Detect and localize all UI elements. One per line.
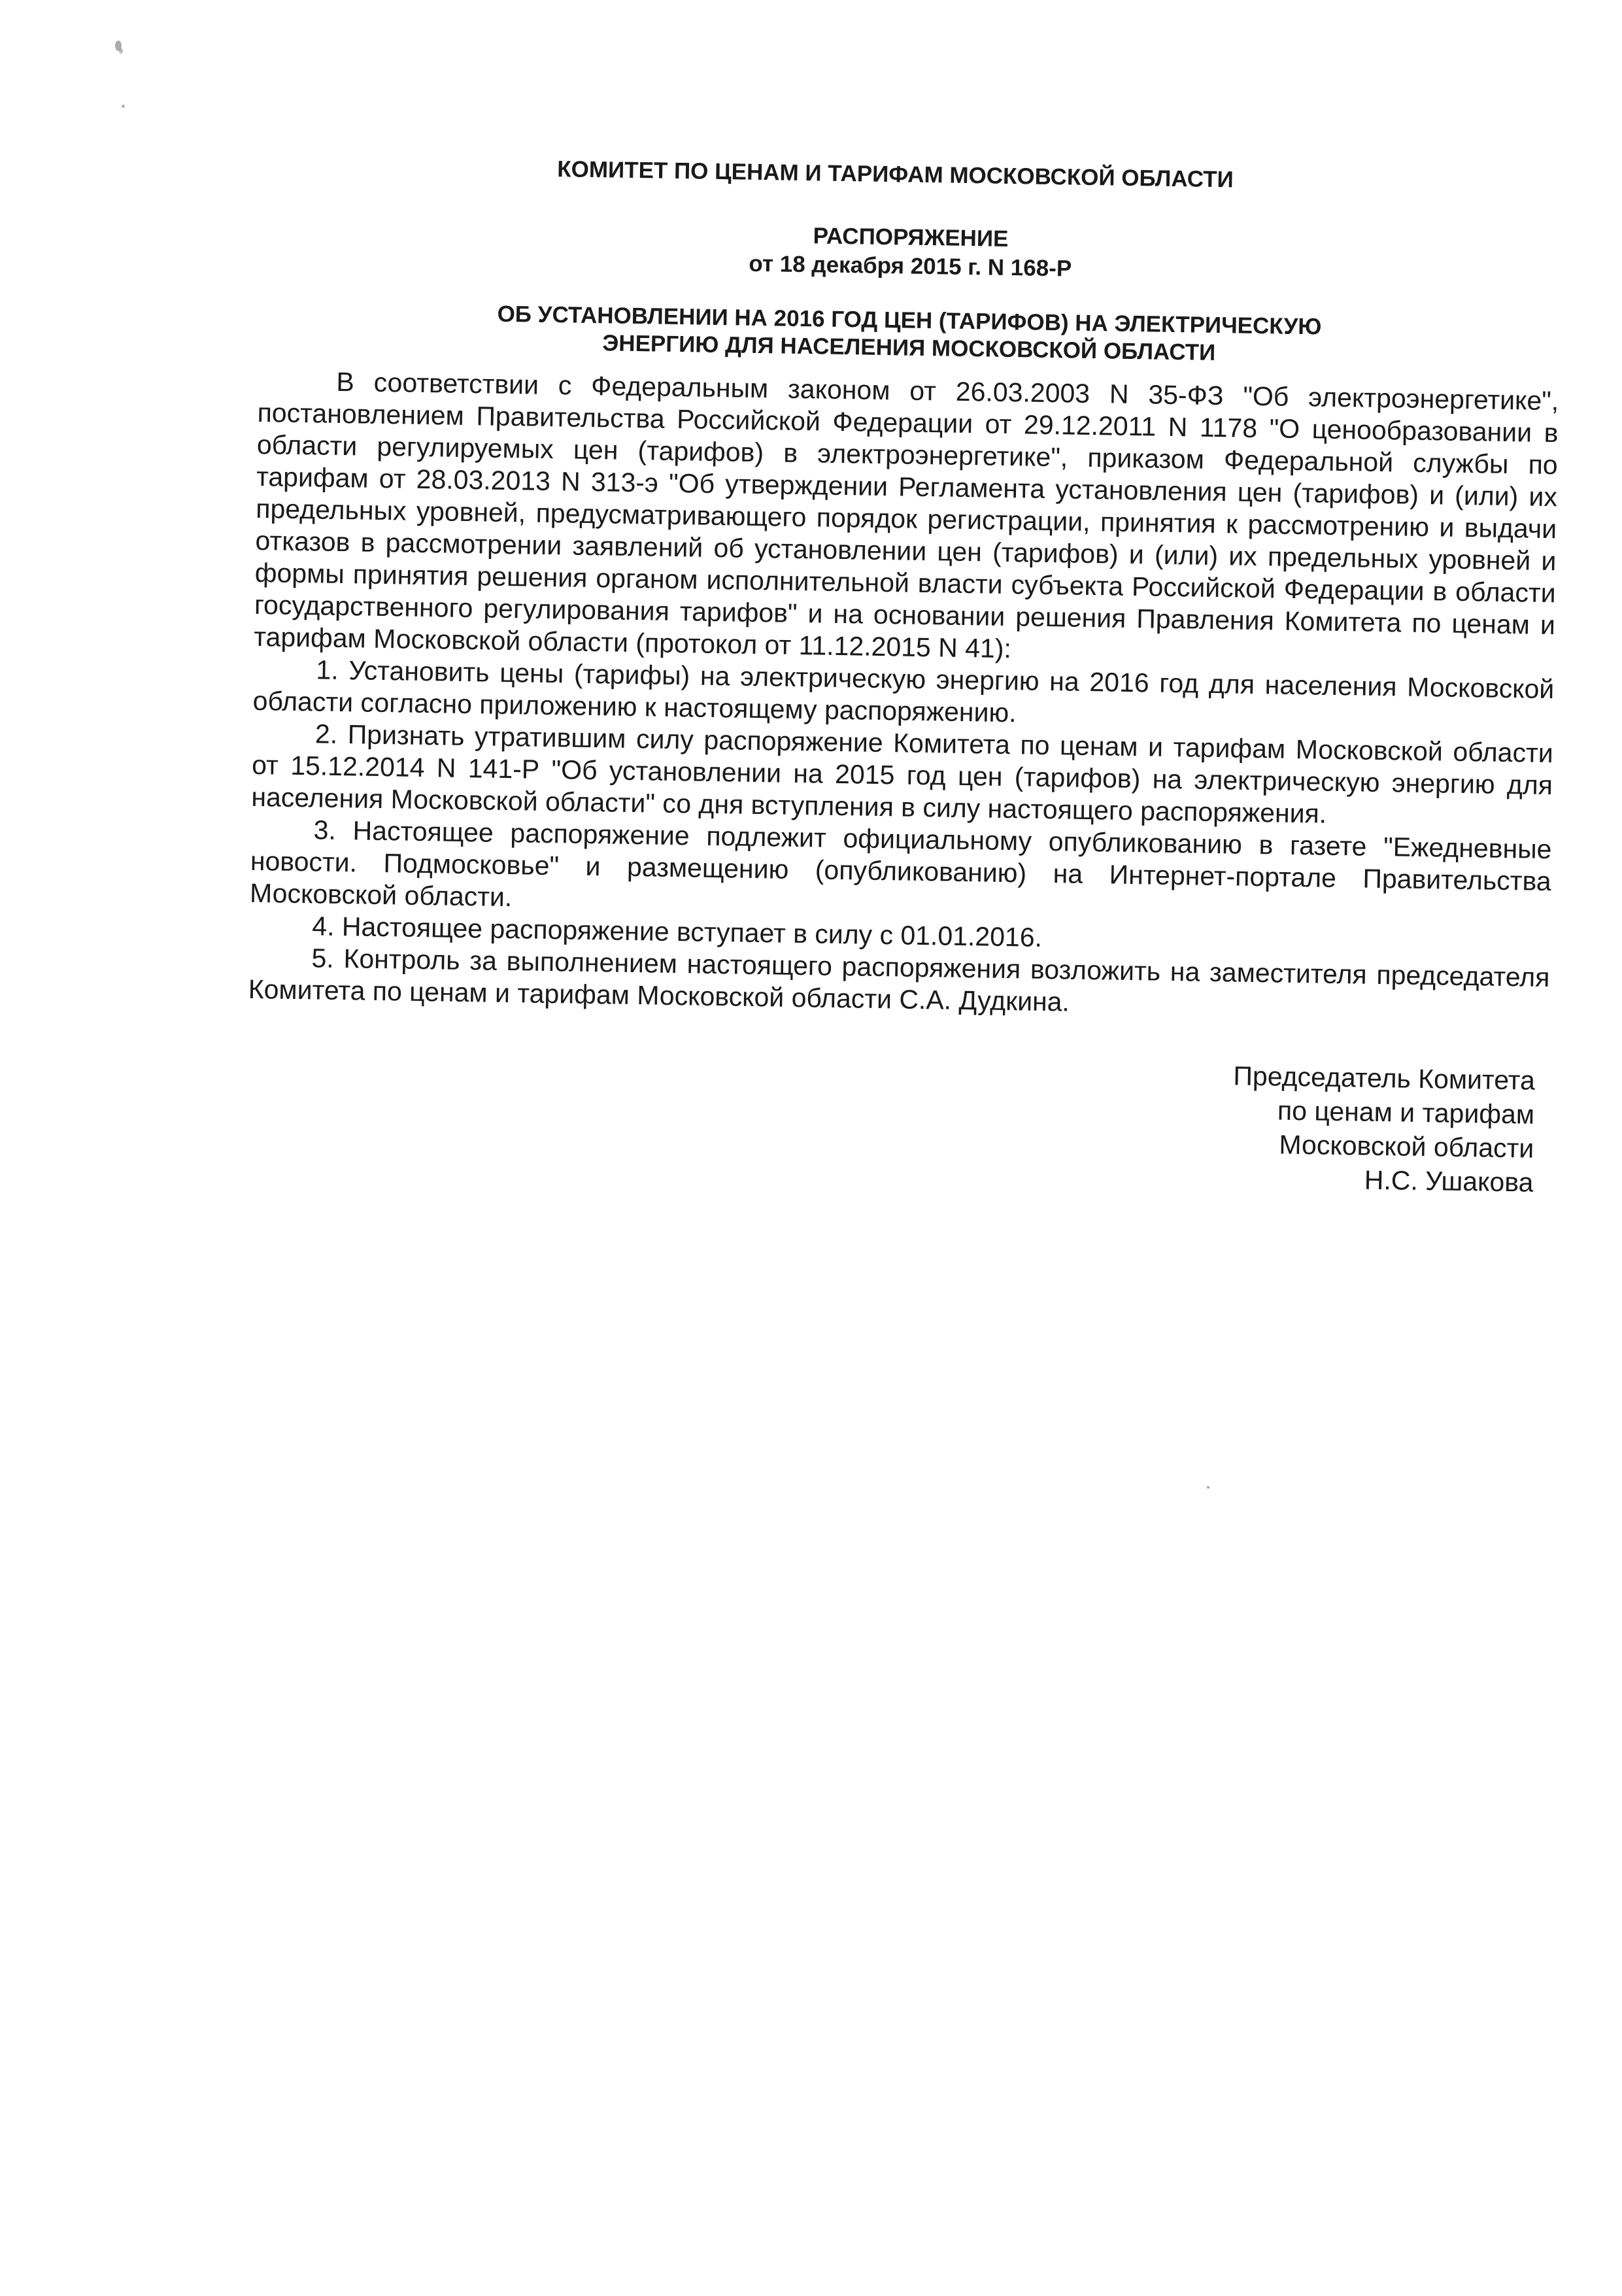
document-type: РАСПОРЯЖЕНИЕ [813,223,1009,252]
order-item: 2. Признать утратившим силу распоряжение Комитета по ценам и тарифам Московской области от 15.12.2014 N 141-Р "Об установлении на 2015 год цен (тарифов) на электрическую энергию для населения Московской области" со дня вступления в силу настоящего распоряжения. [251,718,1554,829]
title-line: ЭНЕРГИЮ ДЛЯ НАСЕЛЕНИЯ МОСКОВСКОЙ ОБЛАСТИ [602,330,1216,365]
scan-speck [119,48,123,54]
signer-position: Московской области [1279,1129,1534,1164]
committee-name: КОМИТЕТ ПО ЦЕНАМ И ТАРИФАМ МОСКОВСКОЙ ОБЛАСТИ [557,156,1234,193]
order-item: 5. Контроль за выполнением настоящего распоряжения возложить на заместителя председателя Комитета по ценам и тарифам Московской области С.А. Дудкина. [248,943,1550,1017]
document-content [245,150,1562,1200]
document-body [248,365,1559,1026]
scan-speck [122,105,125,108]
signature-block [245,1043,1548,1200]
signer-position: Председатель Комитета [1233,1060,1536,1096]
scan-speck [1207,1486,1209,1489]
preamble-paragraph: В соответствии с Федеральным законом от 26.03.2003 N 35-ФЗ "Об электроэнергетике", постановлением Правительства Российской Федерации от 29.12.2011 N 1178 "О ценообразовании в области регулируемых цен (тарифов) в электроэнергетике", приказом Федеральной службы по тарифам от 28.03.2013 N 313-э "Об утверждении Регламента установления цен (тарифов) и (или) их предельных уровней, предусматривающего порядок регистрации, принятия к рассмотрению и выдачи отказов в рассмотрении заявлений об установлении цен (тарифов) и (или) их предельных уровней и формы принятия решения органом исполнительной власти субъекта Российской Федерации в области государственного регулирования тарифов" и на основании решения Правления Комитета по ценам и тарифам Московской области (протокол от 11.12.2015 N 41): [253,366,1559,664]
order-item: 3. Настоящее распоряжение подлежит официальному опубликованию в газете "Ежедневные новости. Подмосковье" и размещению (опубликованию) на Интернет-портале Правительства Московской области. [249,815,1552,913]
order-item: 4. Настоящее распоряжение вступает в силу с 01.01.2016. [312,911,1043,953]
title-line: ОБ УСТАНОВЛЕНИИ НА 2016 ГОД ЦЕН (ТАРИФОВ) НА ЭЛЕКТРИЧЕСКУЮ [497,301,1322,340]
order-item: 1. Установить цены (тарифы) на электрическую энергию на 2016 год для населения Московской области согласно приложению к настоящему распоряжению. [252,654,1555,728]
signer-position: по ценам и тарифам [1277,1095,1535,1130]
document-date: от 18 декабря 2015 г. N 168-Р [749,250,1072,282]
signer-name: Н.С. Ушакова [1364,1164,1534,1198]
document-title [258,297,1560,372]
